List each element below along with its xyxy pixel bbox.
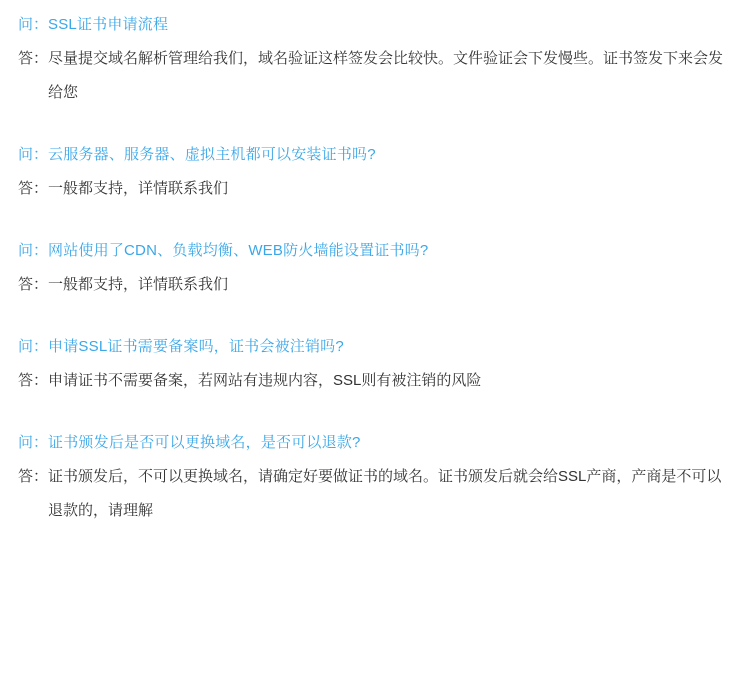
faq-answer-row [18,268,732,302]
faq-answer-row [18,364,732,398]
faq-item [18,8,732,110]
faq-answer-row [18,42,732,110]
answer-prefix-label: 答： [18,50,49,67]
question-text[interactable]: 申请SSL证书需要备案吗，证书会被注销吗? [48,338,344,355]
answer-prefix-label: 答： [18,276,49,293]
bottom-spacer [18,556,732,676]
faq-item [18,426,732,528]
faq-item [18,138,732,206]
question-text[interactable]: SSL证书申请流程 [48,16,169,33]
answer-text: 一般都支持，详情联系我们 [48,180,229,197]
question-text[interactable]: 云服务器、服务器、虚拟主机都可以安装证书吗? [48,146,376,163]
question-prefix-label: 问： [18,338,49,355]
faq-question-row[interactable] [18,234,732,268]
question-prefix-label: 问： [18,146,49,163]
question-text[interactable]: 网站使用了CDN、负载均衡、WEB防火墙能设置证书吗? [48,242,429,259]
faq-answer-row [18,460,732,528]
answer-text: 尽量提交域名解析管理给我们，域名验证这样签发会比较快。文件验证会下发慢些。证书签发下来会发给您 [48,50,724,101]
faq-question-row[interactable] [18,330,732,364]
answer-prefix-label: 答： [18,372,49,389]
faq-question-row[interactable] [18,426,732,460]
answer-prefix-label: 答： [18,180,49,197]
question-prefix-label: 问： [18,434,49,451]
answer-text: 申请证书不需要备案，若网站有违规内容，SSL则有被注销的风险 [48,372,482,389]
faq-answer-row [18,172,732,206]
question-text[interactable]: 证书颁发后是否可以更换域名，是否可以退款? [48,434,361,451]
question-prefix-label: 问： [18,242,49,259]
faq-item [18,234,732,302]
faq-question-row[interactable] [18,8,732,42]
faq-item [18,330,732,398]
faq-question-row[interactable] [18,138,732,172]
answer-text: 一般都支持，详情联系我们 [48,276,229,293]
answer-text: 证书颁发后，不可以更换域名，请确定好要做证书的域名。证书颁发后就会给SSL产商，产商是不可以退款的，请理解 [48,468,722,519]
question-prefix-label: 问： [18,16,49,33]
answer-prefix-label: 答： [18,468,49,485]
